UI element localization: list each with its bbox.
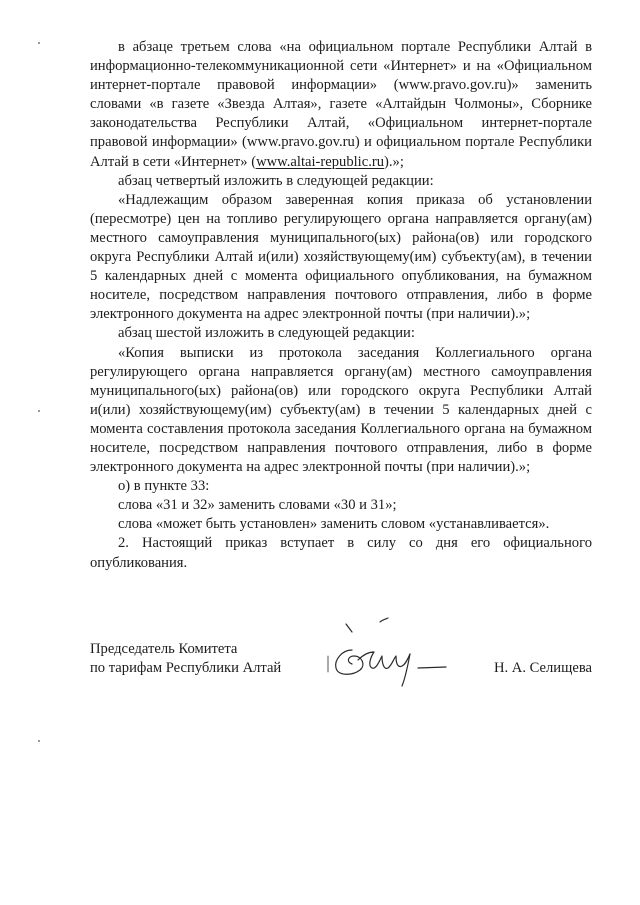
- signatory-name: Н. А. Селищева: [493, 660, 592, 676]
- handwritten-signature-icon: [322, 610, 472, 700]
- signatory-title-line1: Председатель Комитета: [90, 641, 238, 657]
- paragraph: [90, 191, 592, 325]
- paragraph-text: в абзаце третьем слова «на официальном портале Республики Алтай в информационно-телекоммуникационной сети «Интернет» и на «Официальном интернет-портале правовой информации» (www.pravo.gov.ru)» заменить словами «в газете «Звезда Алтая», газете «Алтайдын Чолмоны», Сборнике законодательства Республики Алтай, «Официальном интернет-портале правовой информации» (www.pravo.gov.ru) и официальном портале Республики Алтай в сети «Интернет» (: [90, 39, 592, 170]
- paragraph: [90, 38, 592, 172]
- paragraph-text: слова «может быть установлен» заменить словом «устанавливается».: [118, 516, 550, 533]
- paragraph: [90, 496, 592, 515]
- paragraph: [90, 344, 592, 478]
- paragraph-text: «Надлежащим образом заверенная копия приказа об установлении (пересмотре) цен на топливо регулирующего органа направляется органу(ам) местного самоуправления муниципального(ых) района(ов) или городского округа Республики Алтай и(или) хозяйствующему(им) субъекту(ам), в течении 5 календарных дней с момента официального опубликования, на бумажном носителе, посредством направления почтового отправления, либо в форме электронного документа на адрес электронной почты (при наличии).»;: [90, 191, 592, 323]
- paragraph-text: слова «31 и 32» заменить словами «30 и 31»;: [118, 497, 397, 514]
- signature-block: [90, 640, 592, 700]
- paragraph-text: абзац четвертый изложить в следующей редакции:: [118, 172, 434, 189]
- signatory-title-line2: по тарифам Республики Алтай: [90, 660, 282, 677]
- paragraph: [90, 172, 592, 191]
- margin-mark: [38, 740, 40, 742]
- paragraph-text: ).»;: [384, 153, 404, 170]
- paragraph-text: 2. Настоящий приказ вступает в силу со дня его официального опубликования.: [90, 535, 592, 571]
- document-body: [90, 38, 592, 573]
- paragraph: [90, 477, 592, 496]
- underlined-link-text: www.altai-republic.ru: [256, 153, 385, 170]
- margin-mark: [38, 42, 40, 44]
- paragraph: [90, 515, 592, 534]
- paragraph-text: о) в пункте 33:: [118, 478, 210, 495]
- paragraph-text: абзац шестой изложить в следующей редакции:: [118, 325, 415, 342]
- signatory-title: [90, 640, 281, 678]
- paragraph-text: «Копия выписки из протокола заседания Коллегиального органа регулирующего органа направляется органу(ам) местного самоуправления муниципального(ых) района(ов) или городского округа Республики Алтай и(или) хозяйствующему(им) субъекту(ам) в течении 5 календарных дней с момента составления протокола заседания Коллегиального органа на бумажном носителе, посредством направления почтового отправления, либо в форме электронного документа на адрес электронной почты (при наличии).»;: [90, 344, 592, 476]
- margin-mark: [38, 410, 40, 412]
- paragraph: [90, 324, 592, 343]
- paragraph: [90, 534, 592, 572]
